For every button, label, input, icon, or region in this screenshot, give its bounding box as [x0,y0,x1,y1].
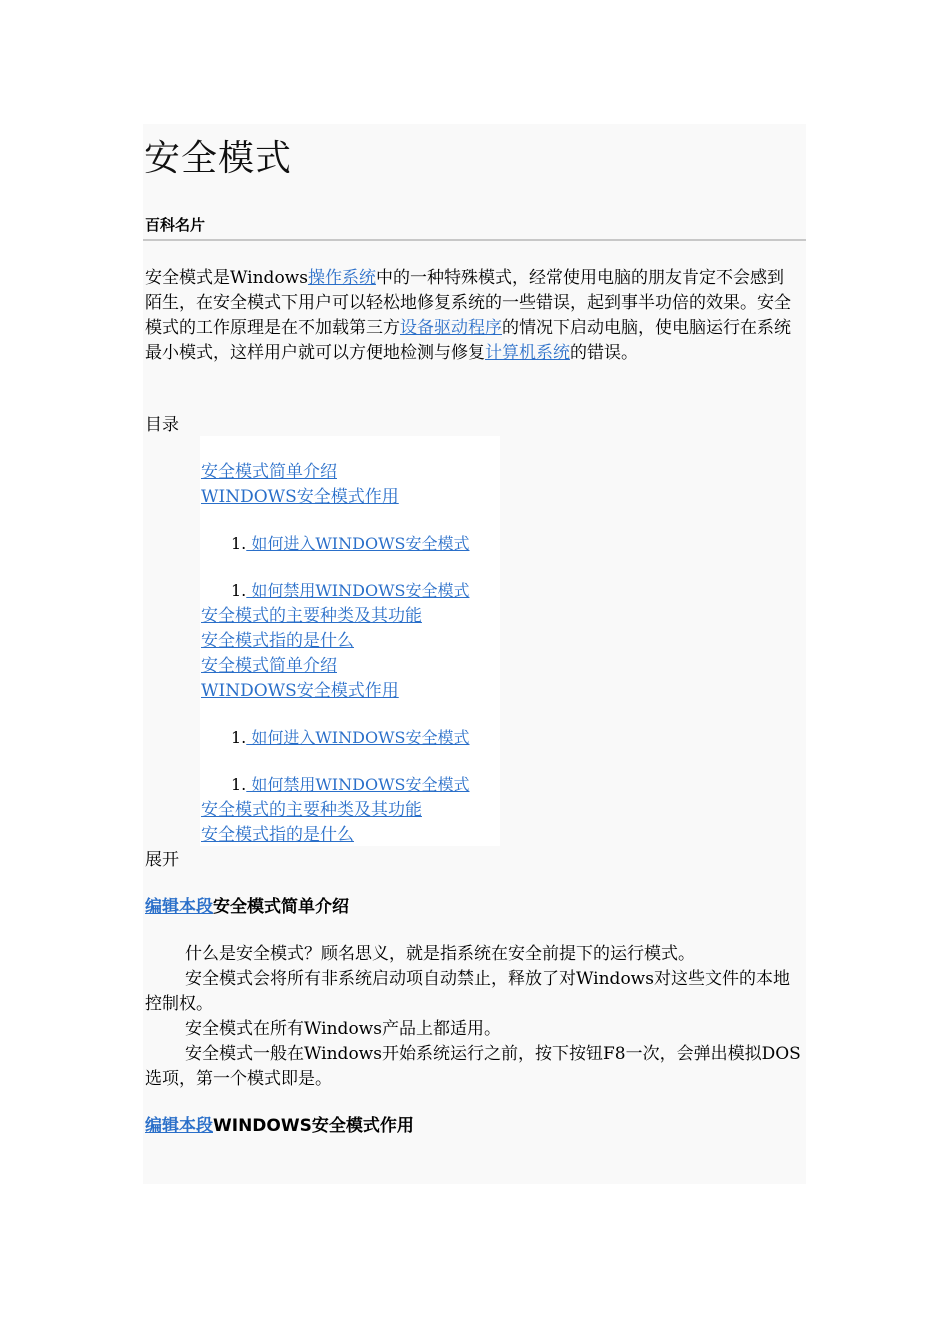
toc-item-types[interactable]: 安全模式的主要种类及其功能 [201,606,422,626]
intro-text-3: 的情况下启动电脑，使电脑运行在系统最小模式，这样用户就可以方便地检测与修复 [145,318,791,363]
card-label: 百科名片 [145,216,206,234]
intro-paragraph [145,266,800,366]
intro-text-2: 中的一种特殊模式，经常使用电脑的朋友肯定不会感到陌生，在安全模式下用户可以轻松地修复系统的一些错误，起到事半功倍的效果。安全模式的工作原理是在不加载第三方 [145,268,791,338]
section-paragraph: 安全模式会将所有非系统启动项自动禁止，释放了对Windows对这些文件的本地控制权。 [145,969,790,1014]
toc-item-enter-safe-mode[interactable]: 如何进入WINDOWS安全模式 [246,534,470,553]
toc-item-intro-2[interactable]: 安全模式简单介绍 [201,656,337,676]
toc-item-what-is[interactable]: 安全模式指的是什么 [201,631,354,651]
section-heading-intro [145,895,349,919]
toc-subitem-number: 1. [231,534,247,553]
toc-subitem [231,726,469,750]
edit-section-link[interactable]: 编辑本段 [145,1116,213,1136]
toc-subitem-number: 1. [231,728,247,747]
toc-item-what-is-2[interactable]: 安全模式指的是什么 [201,825,354,845]
toc-subitem-number: 1. [231,581,247,600]
toc-item-windows-safe-mode-2[interactable]: WINDOWS安全模式作用 [201,681,399,701]
computer-system-link[interactable]: 计算机系统 [485,343,570,363]
os-link[interactable]: 操作系统 [307,268,376,288]
page-title: 安全模式 [144,138,293,179]
divider [143,239,806,241]
toc-heading: 目录 [145,415,179,435]
toc-item-enter-safe-mode-2[interactable]: 如何进入WINDOWS安全模式 [246,728,470,747]
section-title: WINDOWS安全模式作用 [213,1116,414,1136]
toc-subitem [231,532,469,556]
toc-subitem [231,579,469,603]
section-paragraph: 什么是安全模式？顾名思义，就是指系统在安全前提下的运行模式。 [185,944,695,964]
section-paragraph: 安全模式在所有Windows产品上都适用。 [185,1019,501,1039]
section-heading-windows [145,1114,414,1138]
toc-subitem [231,773,469,797]
intro-text-1: 安全模式是Windows [145,268,308,288]
toc-item-types-2[interactable]: 安全模式的主要种类及其功能 [201,800,422,820]
toc-subitem-number: 1. [231,775,247,794]
toc-item-disable-safe-mode[interactable]: 如何禁用WINDOWS安全模式 [246,581,470,600]
toc-item-disable-safe-mode-2[interactable]: 如何禁用WINDOWS安全模式 [246,775,470,794]
device-driver-link[interactable]: 设备驱动程序 [400,318,502,338]
section-title: 安全模式简单介绍 [213,897,349,917]
edit-section-link[interactable]: 编辑本段 [145,897,213,917]
toc-item-intro[interactable]: 安全模式简单介绍 [201,462,337,482]
article-container [143,124,806,1184]
section-paragraph: 安全模式一般在Windows开始系统运行之前，按下按钮F8一次，会弹出模拟DOS选项，第一个模式即是。 [145,1044,801,1089]
toc-expand-toggle[interactable]: 展开 [145,850,179,870]
intro-text-4: 的错误。 [570,343,638,363]
toc-item-windows-safe-mode[interactable]: WINDOWS安全模式作用 [201,487,399,507]
